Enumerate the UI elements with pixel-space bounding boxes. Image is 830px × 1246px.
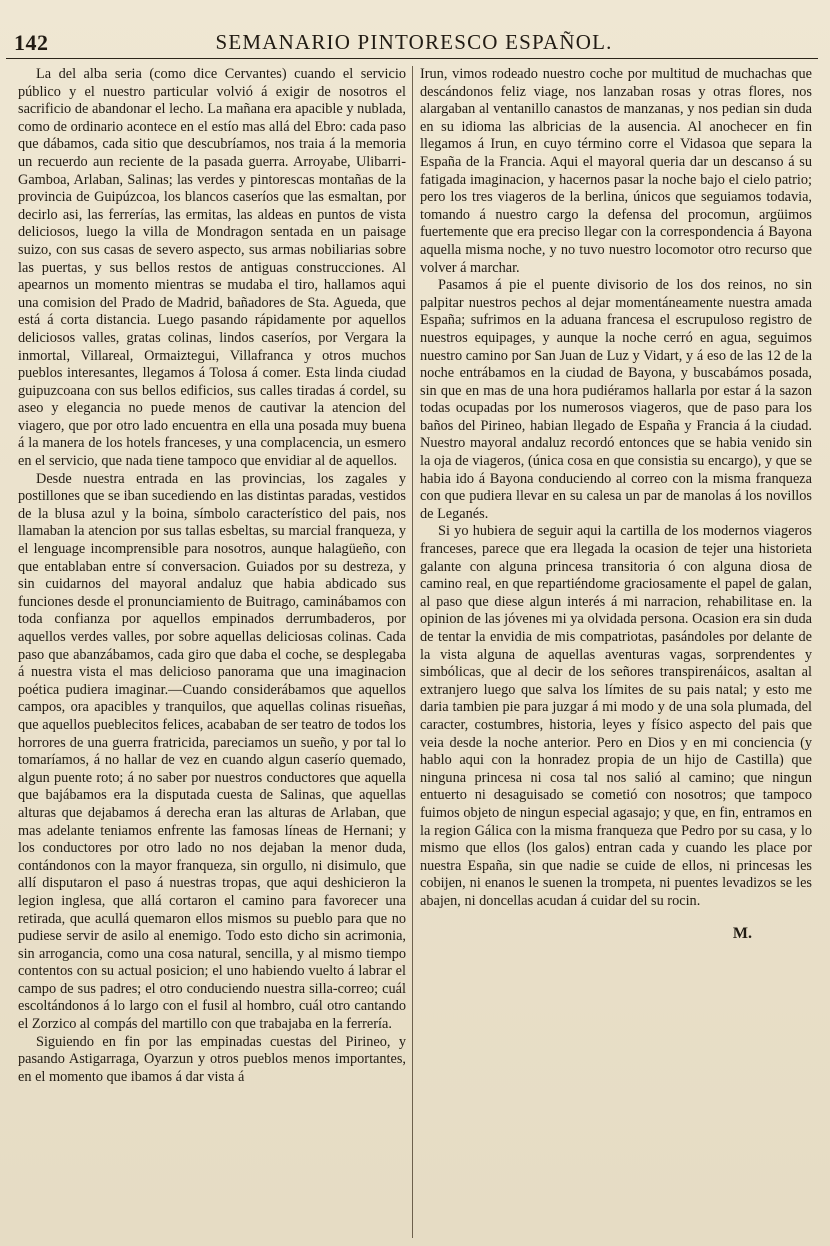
right-column (420, 66, 812, 942)
page-number: 142 (14, 30, 49, 55)
left-column (18, 66, 406, 1086)
header-rule (6, 58, 818, 59)
paragraph: Irun, vimos rodeado nuestro coche por multitud de muchachas que descándonos feliz viage, nos lanzaban rosas y otras flores, nos alargaban al ventanillo canastos de manzanas, y nos pedian sin duda en su idioma las albricias de la ausencia. Al anochecer en fin llegamos á Irun, en cuyo término corre el Vidasoa que separa la España de la Francia. Aqui el mayoral queria dar un descanso á su fatigada imaginacion, y hacernos pasar la noche bajo el cielo patrio; pero los tres viageros de la berlina, únicos que seguiamos todavia, tomando á nuestro cargo la defensa del procomun, argüimos fuertemente que era preciso llegar con la correspondencia á Bayona aquella misma noche, y no tuvo nuestro locomotor otro recurso que volver á marchar. (420, 66, 812, 276)
page-header (14, 22, 814, 62)
author-signature: M. (732, 924, 752, 942)
paragraph: Siguiendo en fin por las empinadas cuestas del Pirineo, y pasando Astigarraga, Oyarzun y otros pueblos menos importantes, en el momento que ibamos á dar vista á (18, 1033, 406, 1085)
paragraph: La del alba seria (como dice Cervantes) cuando el servicio público y el nuestro particular volvió á exigir de nosotros el sacrificio de abandonar el lecho. La mañana era apacible y nublada, como de ordinario acontece en el estío mas allá del Ebro: cada paso que dábamos, cada sitio que descubríamos, nos traia á la memoria un recuerdo aun reciente de la pasada guerra. Arroyabe, Ulibarri-Gamboa, Arlaban, Salinas; las verdes y pintorescas montañas de la provincia de Guipúzcoa, los blancos caseríos que las esmaltan, por decirlo asi, las ferrerías, las ermitas, las aldeas en puntos de vista deliciosos, luego la villa de Mondragon sentada en un paisage suizo, con sus casas de severo aspecto, sus armas nobiliarias sobre las puertas, y sus bellos restos de antiguas construcciones. Al apearnos un momento mientras se mudaba el tiro, hallamos aqui una comision del Prado de Madrid, bañadores de Sta. Agueda, que está á corta distancia. Luego pasando rápidamente por aquellos deliciosos valles, gratas colinas, lindos caseríos, por Vergara la inmortal, Villareal, Ormaiztegui, Villafranca y otros muchos pueblos interesantes, llegamos á Tolosa á comer. Esta linda ciudad guipuzcoana con sus bellos edificios, sus calles tiradas á cordel, su aseo y elegancia no puede menos de cautivar la atencion del viagero, que por otro lado encuentra en ella una posada muy buena á la manera de los hotels franceses, y una complacencia, un esmero en el servicio, que nada tiene tampoco que envidiar al de aquellos. (18, 66, 406, 470)
column-divider (412, 66, 413, 1238)
paragraph: Desde nuestra entrada en las provincias, los zagales y postillones que se iban sucediendo en las distintas paradas, vestidos de la blusa azul y la boina, símbolo característico del pais, nos llamaban la atencion por sus tallas esbeltas, su marcial franqueza, y el lenguage incomprensible para nosotros, aunque halagüeño, con que entablaban entre sí conversacion. Guiados por su destreza, y sin cuidarnos del mayoral andaluz que habia abdicado sus funciones desde el pronunciamiento de Buitrago, caminábamos con toda confianza por aquellos empinados derrumbaderos, por aquellos verdes valles, por sobre aquellas deliciosas colinas. Cada paso que abanzábamos, cada giro que daba el coche, se desplegaba á nuestra vista el mas delicioso panorama que una imaginacion poética pudiera imaginar.—Cuando considerábamos que aquellos campos, ora apacibles y tranquilos, que aquellas colinas risueñas, que aquellos pueblecitos felices, acababan de ser teatro de todos los horrores de una guerra fratricida, pareciamos un sueño, y por tal lo tomaríamos, á no hallar de vez en cuando algun caserío quemado, algun puente roto; á no saber por nuestros conductores que aquella que bajábamos era la disputada cuesta de Salinas, que aquellas alturas que dejabamos á derecha eran las alturas de Arlaban, que mas adelante teniamos enfrente las famosas líneas de Hernani; y los conductores por otro lado no nos dejaban la menor duda, contándonos con la mayor franqueza, sin orgullo, ni disimulo, que allí disputaron el paso á nuestras tropas, que aqui deshicieron la legion inglesa, que allá cortaron el camino para favorecer una retirada, que acullá quemaron ellos mismos su pueblo para que no pudiese servir de asilo al enemigo. Todo esto dicho sin acrimonia, sin arrogancia, como una cosa natural, sencilla, y al mismo tiempo contentos con su actual posicion; el uno habiendo vuelto á labrar el campo de sus padres; el otro conduciendo nuestra silla-correo; cuál escoltándonos á lo largo con el fusil al hombro, cuál otro cantando el Zorzico al compás del martillo con que trabajaba en la ferrería. (18, 470, 406, 1033)
running-head-title: SEMANARIO PINTORESCO ESPAÑOL. (215, 30, 613, 54)
paragraph: Si yo hubiera de seguir aqui la cartilla de los modernos viageros franceses, parece que era llegada la ocasion de tejer una historieta galante con alguna princesa transitoria ó con alguna diosa de camino real, en que repartiéndome graciosamente el papel de galan, al paso que diese algun interés á mi narracion, rehabilitase en. la opinion de las jóvenes mi ya olvidada persona. Ocasion era sin duda de tentar la envidia de mis compatriotas, pasándoles por delante de la vista alguna de aquellas aventuras vagas, sorprendentes y simbólicas, que al decir de los señores transpirenáicos, asaltan al extranjero luego que salva los límites de su pais natal; y esto me daria tambien pie para juzgar á mi modo y de una sola plumada, del caracter, costumbres, historia, leyes y físico aspecto del pais que veia desde la noche anterior. Pero en Dios y en mi conciencia (y hablo aqui con la honradez propia de un hijo de Castilla) que ninguna princesa ni cosa tal nos salió al camino; que ningun entuerto ni desaguisado se cometió con nosotros; que tampoco fuimos objeto de ningun especial agasajo; y que, en fin, entramos en la region Gálica con la misma franqueza que Pedro por su casa, y lo mismo que ellos (los galos) entran cada y cuando les place por nuestra España, sin que nadie se cuide de ellos, ni princesas les cobijen, ni enanos le suenen la trompeta, ni puentes levadizos se les abajen, ni doncellas acudan á cuidar del su rocin. (420, 523, 812, 909)
paragraph: Pasamos á pie el puente divisorio de los dos reinos, no sin palpitar nuestros pechos al dejar momentáneamente nuestra amada España; sufrimos en la aduana francesa el escrupuloso registro de nuestros equipages, y aunque la noche cerró en agua, seguimos nuestro camino por San Juan de Luz y Vidart, y á eso de las 12 de la noche entrábamos en la ciudad de Bayona, y buscabámos posada, sin que en mas de una hora pudiéramos hallarla por estar á la sazon todas ocupadas por los numerosos viageros, que de paso para los baños del Pirineo, habian llegado de España y Francia á la ciudad. Nuestro mayoral andaluz recordó entonces que se habia venido sin la oja de viageros, (única cosa en que consistia su encargo), y que se habia ido á Bayona conduciendo al correo con la misma franqueza con que pudiera llevar en su calesa un par de manolas á los novillos de Leganés. (420, 277, 812, 522)
